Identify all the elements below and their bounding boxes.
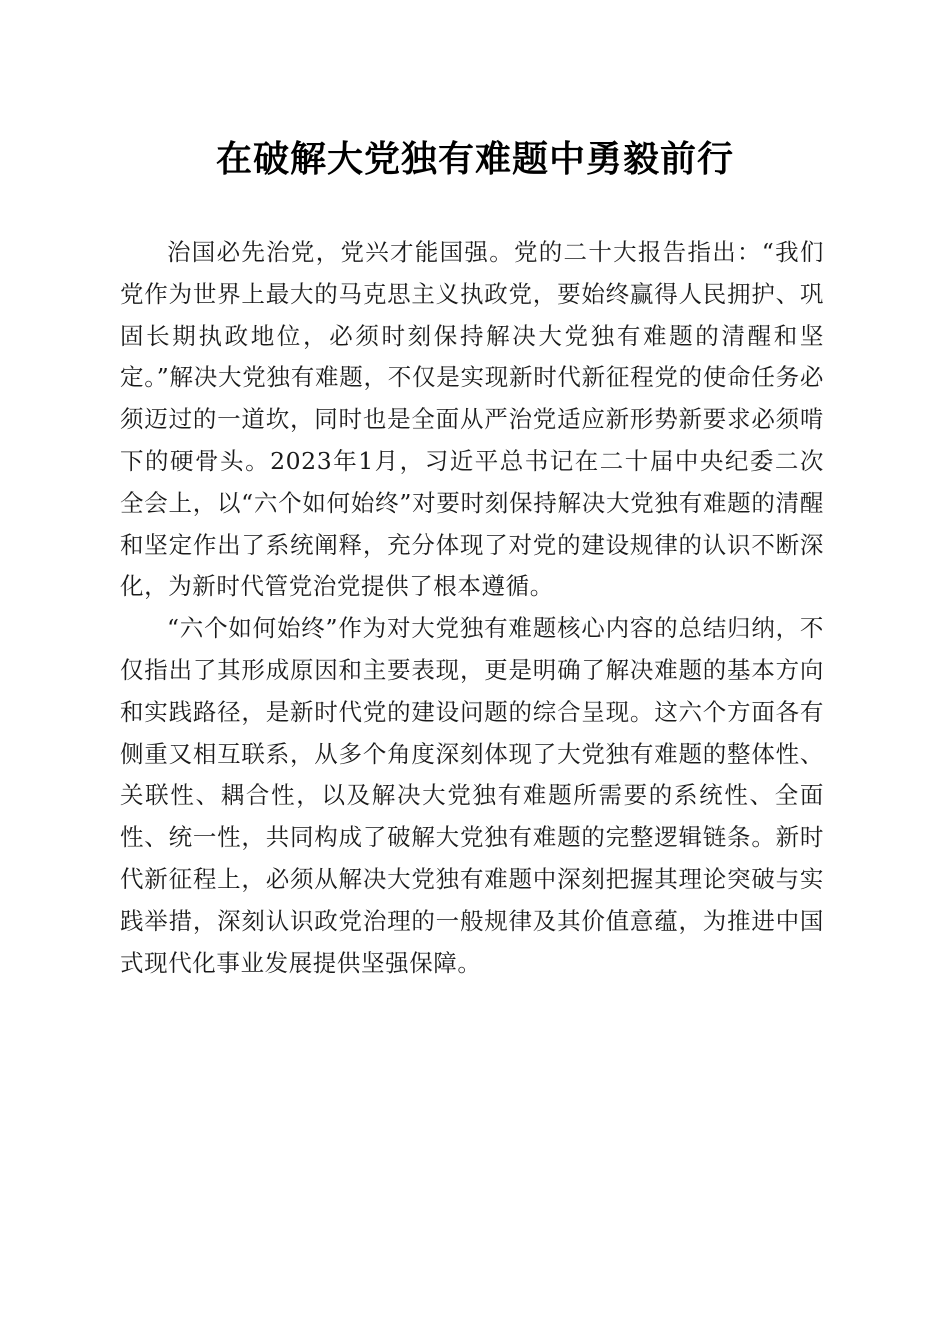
document-body [120, 232, 824, 984]
document-title: 在破解大党独有难题中勇毅前行 [215, 138, 734, 180]
paragraph-2: “六个如何始终”作为对大党独有难题核心内容的总结归纳，不仅指出了其形成原因和主要表现，更是明确了解决难题的基本方向和实践路径，是新时代党的建设问题的综合呈现。这六个方面各有侧重又相互联系，从多个角度深刻体现了大党独有难题的整体性、关联性、耦合性，以及解决大党独有难题所需要的系统性、全面性、统一性，共同构成了破解大党独有难题的完整逻辑链条。新时代新征程上，必须从解决大党独有难题中深刻把握其理论突破与实践举措，深刻认识政党治理的一般规律及其价值意蕴，为推进中国式现代化事业发展提供坚强保障。 [120, 614, 824, 977]
paragraph-1: 治国必先治党，党兴才能国强。党的二十大报告指出：“我们党作为世界上最大的马克思主义执政党，要始终赢得人民拥护、巩固长期执政地位，必须时刻保持解决大党独有难题的清醒和坚定。”解决大党独有难题，不仅是实现新时代新征程党的使命任务必须迈过的一道坎，同时也是全面从严治党适应新形势新要求必须啃下的硬骨头。2023年1月，习近平总书记在二十届中央纪委二次全会上，以“六个如何始终”对要时刻保持解决大党独有难题的清醒和坚定作出了系统阐释，充分体现了对党的建设规律的认识不断深化，为新时代管党治党提供了根本遵循。 [120, 238, 824, 601]
